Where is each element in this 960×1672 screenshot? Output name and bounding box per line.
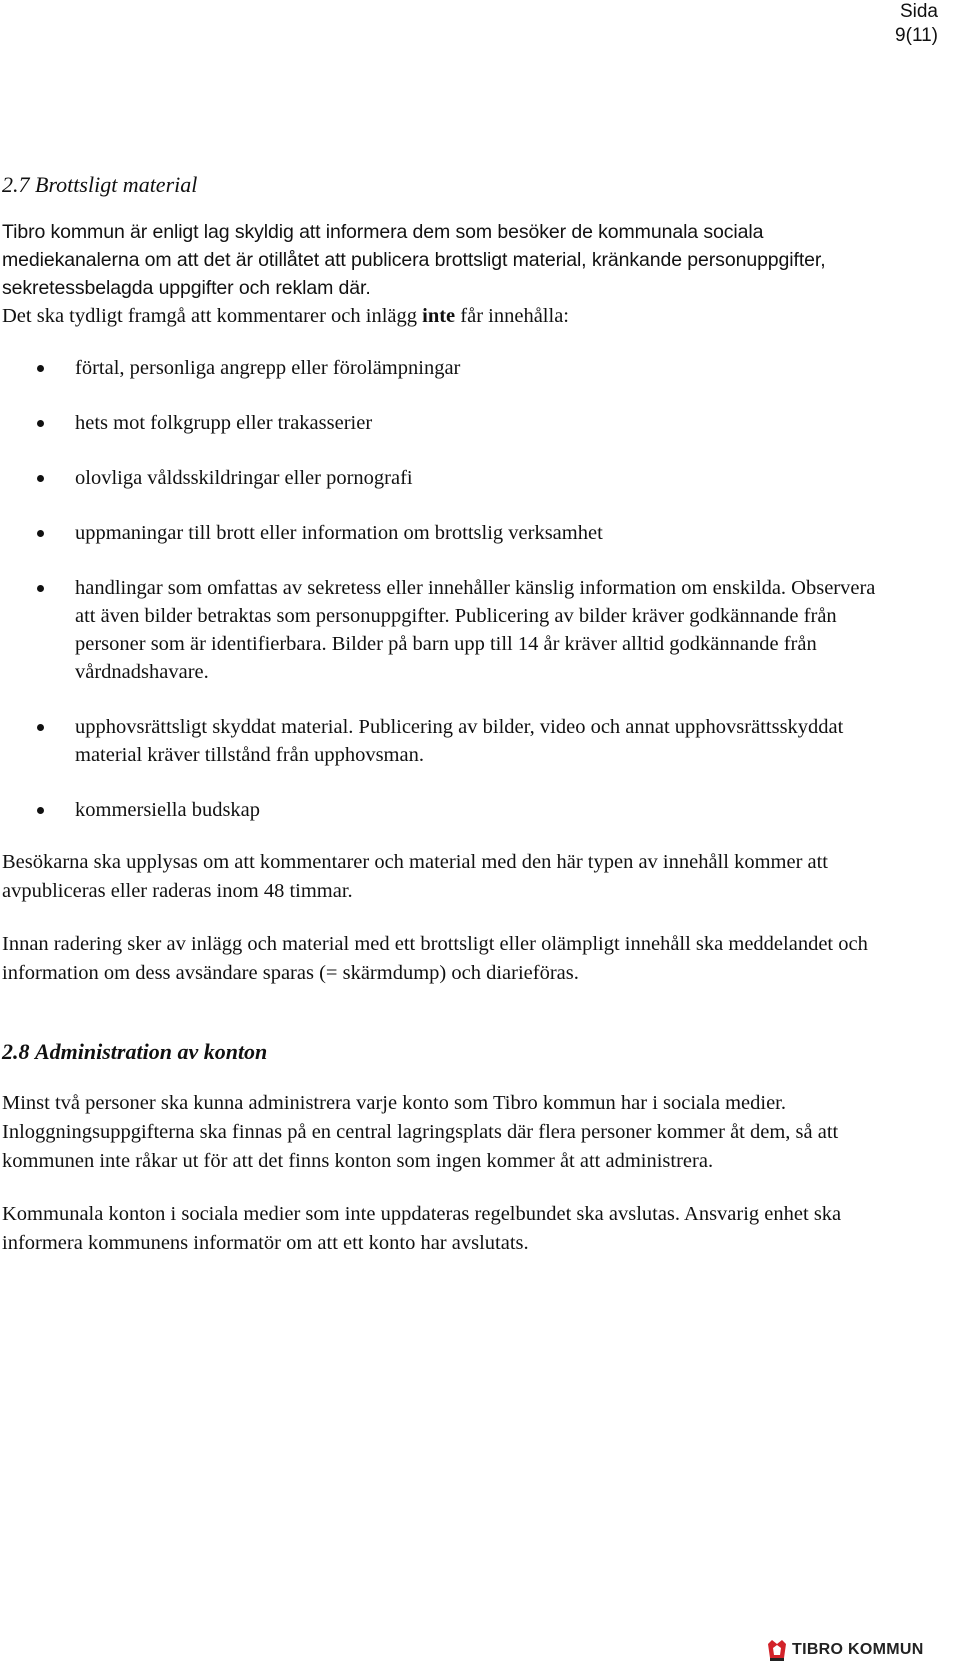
notice-paragraph: Besökarna ska upplysas om att kommentarer och material med den här typen av innehåll kommer att avpubliceras eller raderas inom 48 timmar. xyxy=(2,851,829,902)
logo-text: TIBRO KOMMUN xyxy=(792,1641,924,1658)
bullet-icon xyxy=(37,724,44,731)
section-number: 2.7 xyxy=(2,172,30,197)
document-body xyxy=(2,172,882,1258)
prohibited-content-list xyxy=(2,354,882,824)
list-item-text: handlingar som omfattas av sekretess eller innehåller känslig information om enskilda. Observera att även bilder betraktas som personuppgifter. Publicering av bilder kräver godkännande från personer som är identifierbara. Bilder på barn upp till 14 år kräver alltid godkännande från vårdnadshavare. xyxy=(75,577,876,683)
bullet-icon xyxy=(37,420,44,427)
list-item-text: olovliga våldsskildringar eller pornografi xyxy=(75,467,413,489)
list-item xyxy=(2,796,882,824)
bullet-icon xyxy=(37,475,44,482)
section-number: 2.8 xyxy=(2,1039,30,1064)
list-item-text: kommersiella budskap xyxy=(75,799,261,821)
section-heading-2-7 xyxy=(2,172,882,198)
page-number xyxy=(895,0,938,48)
lead-text-bold: inte xyxy=(422,305,456,327)
lead-paragraph xyxy=(2,302,882,331)
bullet-icon xyxy=(37,530,44,537)
list-item xyxy=(2,519,882,547)
admin-paragraph-2: Kommunala konton i sociala medier som inte uppdateras regelbundet ska avslutas. Ansvarig enhet ska informera kommunens informatör om att ett konto har avslutats. xyxy=(2,1203,842,1254)
list-item-text: hets mot folkgrupp eller trakasserier xyxy=(75,412,373,434)
lead-text-after: får innehålla: xyxy=(455,305,569,327)
list-item xyxy=(2,713,882,769)
list-item-text: uppmaningar till brott eller information om brottslig verksamhet xyxy=(75,522,603,544)
lead-text-before: Det ska tydligt framgå att kommentarer och inlägg xyxy=(2,305,423,327)
section-heading-2-8 xyxy=(2,1039,882,1065)
list-item-text: upphovsrättsligt skyddat material. Publicering av bilder, video och annat upphovsrättsskyddat material kräver tillstånd från upphovsman. xyxy=(75,716,844,766)
list-item xyxy=(2,354,882,382)
bullet-icon xyxy=(37,585,44,592)
deletion-paragraph: Innan radering sker av inlägg och material med ett brottsligt eller olämpligt innehåll ska meddelandet och information om dess avsändare sparas (= skärmdump) och diarieföras. xyxy=(2,933,868,984)
list-item xyxy=(2,574,882,686)
section-title: Administration av konton xyxy=(35,1039,268,1064)
crown-emblem-icon xyxy=(766,1638,788,1662)
tibro-kommun-logo xyxy=(766,1630,924,1670)
list-item xyxy=(2,409,882,437)
admin-paragraph-1: Minst två personer ska kunna administrera varje konto som Tibro kommun har i sociala medier. Inloggningsuppgifterna ska finnas på en central lagringsplats där flera personer kommer åt dem, så att kommunen inte råkar ut för att det finns konton som ingen kommer åt att administrera. xyxy=(2,1092,839,1172)
bullet-icon xyxy=(37,807,44,814)
list-item xyxy=(2,464,882,492)
page-count: 9(11) xyxy=(895,25,938,46)
list-item-text: förtal, personliga angrepp eller förolämpningar xyxy=(75,357,461,379)
bullet-icon xyxy=(37,365,44,372)
section-title: Brottsligt material xyxy=(35,172,198,197)
intro-paragraph: Tibro kommun är enligt lag skyldig att informera dem som besöker de kommunala sociala mediekanalerna om att det är otillåtet att publicera brottsligt material, kränkande personuppgifter, sekretessbelagda uppgifter och reklam där. xyxy=(2,221,826,299)
page-label: Sida xyxy=(899,1,938,22)
